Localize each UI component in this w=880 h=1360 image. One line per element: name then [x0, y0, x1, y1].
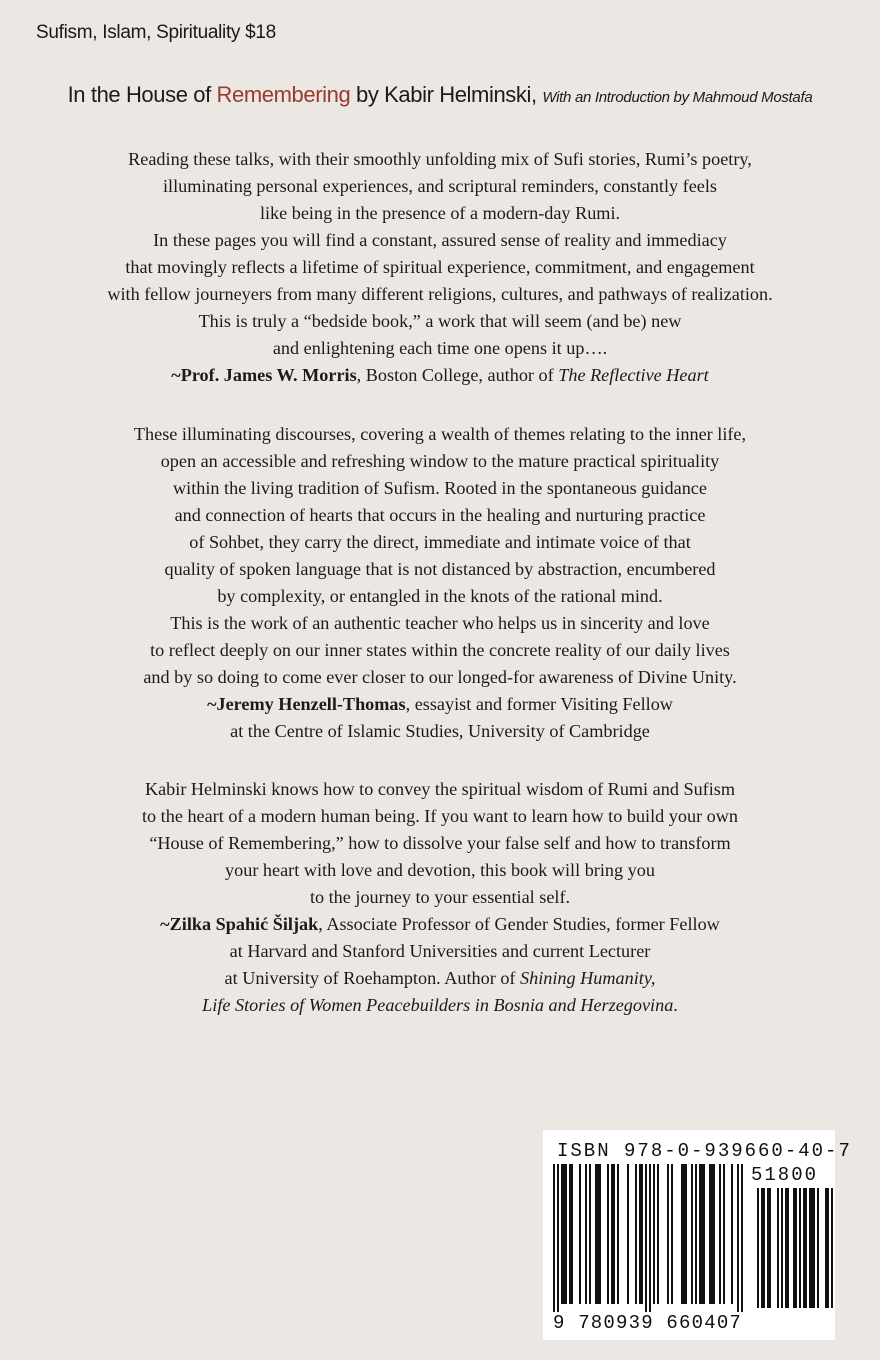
blurb-line: by complexity, or entangled in the knots of the rational mind. [217, 586, 663, 606]
blurb-line: to the journey to your essential self. [309, 887, 571, 907]
blurb-line: open an accessible and refreshing window to the mature practical spirituality [160, 451, 720, 471]
barcode-bar [695, 1164, 697, 1304]
barcode-bar [585, 1164, 587, 1304]
title-author: by Kabir Helminski, [350, 82, 543, 107]
blurb-line: quality of spoken language that is not distanced by abstraction, encumbered [164, 559, 716, 579]
blurb-line: illuminating personal experiences, and scriptural reminders, constantly feels [162, 176, 718, 196]
barcode-bar [671, 1164, 673, 1304]
blurb-line: and enlightening each time one opens it up…. [272, 338, 608, 358]
book-title-line [0, 82, 880, 108]
barcode-bar [589, 1164, 591, 1304]
endorser-work-title: Shining Humanity, [520, 968, 656, 988]
attribution-line-2: at Harvard and Stanford Universities and current Lecturer [229, 941, 651, 961]
barcode-bar [617, 1164, 619, 1304]
isbn-label: ISBN 978-0-939660-40-7 [557, 1140, 852, 1162]
barcode-bar [699, 1164, 705, 1304]
blurb-line: to the heart of a modern human being. If you want to learn how to build your own [141, 806, 738, 826]
addon-bar [757, 1188, 759, 1308]
attribution-line [20, 362, 860, 389]
barcode-bar [719, 1164, 721, 1304]
barcode-bar [737, 1164, 739, 1312]
barcode-bar [645, 1164, 647, 1312]
barcode-bar [691, 1164, 693, 1304]
addon-bar [817, 1188, 819, 1308]
category-price-line: Sufism, Islam, Spirituality $18 [36, 22, 276, 43]
blurb-line: within the living tradition of Sufism. Rooted in the spontaneous guidance [173, 478, 707, 498]
title-introduction: With an Introduction by Mahmoud Mostafa [542, 89, 813, 106]
barcode-bar [595, 1164, 601, 1304]
barcode-bar [561, 1164, 567, 1304]
addon-bar [831, 1188, 833, 1308]
endorser-name: ~Jeremy Henzell-Thomas [207, 694, 406, 714]
barcode-bar [579, 1164, 581, 1304]
barcode-bar [569, 1164, 573, 1304]
addon-bar [781, 1188, 783, 1308]
addon-bar [809, 1188, 815, 1308]
endorser-affiliation: , essayist and former Visiting Fellow [405, 694, 673, 714]
work-suffix: . [673, 995, 678, 1015]
endorsement-morris [20, 146, 860, 389]
attribution-line [20, 691, 860, 718]
barcode-bar [731, 1164, 733, 1304]
attribution-line-3 [20, 965, 860, 992]
attribution-line [20, 911, 860, 938]
barcode-bar [627, 1164, 629, 1304]
attribution-line-4 [20, 992, 860, 1019]
blurb-line: with fellow journeyers from many different religions, cultures, and pathways of realization. [107, 284, 773, 304]
blurb-line: your heart with love and devotion, this book will bring you [225, 860, 655, 880]
barcode-bar [653, 1164, 655, 1304]
barcode-bar [657, 1164, 659, 1304]
price-code-label: 51800 [751, 1164, 819, 1186]
barcode-bar [649, 1164, 651, 1312]
endorser-name: ~Prof. James W. Morris [171, 365, 357, 385]
blurb-line: This is the work of an authentic teacher who helps us in sincerity and love [170, 613, 710, 633]
barcode-bar [667, 1164, 669, 1304]
addon-bar [785, 1188, 789, 1308]
title-prefix: In the House of [67, 82, 217, 107]
endorsement-henzell-thomas [20, 421, 860, 745]
endorser-work: The Reflective Heart [558, 365, 709, 385]
blurb-line: Kabir Helminski knows how to convey the spiritual wisdom of Rumi and Sufism [144, 779, 736, 799]
barcode-bar [741, 1164, 743, 1312]
blurb-line: and connection of hearts that occurs in the healing and nurturing practice [174, 505, 706, 525]
barcode-bars [543, 1130, 835, 1340]
blurb-line: In these pages you will find a constant, assured sense of reality and immediacy [153, 230, 727, 250]
isbn-barcode [543, 1130, 852, 1340]
barcode-bar [553, 1164, 555, 1312]
addon-bar [777, 1188, 779, 1308]
barcode-bar [639, 1164, 643, 1304]
endorser-affiliation: , Associate Professor of Gender Studies, former Fellow [318, 914, 720, 934]
barcode-bar [611, 1164, 615, 1304]
ean-digits: 9 780939 660407 [553, 1312, 743, 1334]
addon-bar [825, 1188, 829, 1308]
barcode-bar [557, 1164, 559, 1312]
blurb-line: “House of Remembering,” how to dissolve your false self and how to transform [149, 833, 731, 853]
endorser-name: ~Zilka Spahić Šiljak [160, 914, 319, 934]
barcode-bar [607, 1164, 609, 1304]
affiliation-prefix: at University of Roehampton. Author of [224, 968, 521, 988]
title-accent-word: Remembering [216, 82, 351, 107]
attribution-line-2: at the Centre of Islamic Studies, University of Cambridge [230, 721, 650, 741]
blurb-line: This is truly a “bedside book,” a work that will seem (and be) new [198, 311, 682, 331]
blurb-line: and by so doing to come ever closer to our longed-for awareness of Divine Unity. [143, 667, 737, 687]
endorsement-siljak [20, 776, 860, 1019]
barcode-bar [723, 1164, 725, 1304]
addon-bar [803, 1188, 807, 1308]
addon-bar [767, 1188, 771, 1308]
addon-bar [799, 1188, 801, 1308]
blurb-line: like being in the presence of a modern-day Rumi. [259, 203, 621, 223]
blurb-line: that movingly reflects a lifetime of spiritual experience, commitment, and engagement [125, 257, 755, 277]
barcode-bar [709, 1164, 715, 1304]
addon-bar [793, 1188, 797, 1308]
blurb-line: These illuminating discourses, covering a wealth of themes relating to the inner life, [133, 424, 747, 444]
blurb-line: Reading these talks, with their smoothly unfolding mix of Sufi stories, Rumi’s poetry, [128, 149, 752, 169]
blurb-line: to reflect deeply on our inner states within the concrete reality of our daily lives [150, 640, 730, 660]
barcode-bar [635, 1164, 637, 1304]
endorser-work-subtitle: Life Stories of Women Peacebuilders in Bosnia and Herzegovina [202, 995, 674, 1015]
endorser-affiliation: , Boston College, author of [356, 365, 559, 385]
barcode-bar [681, 1164, 687, 1304]
blurb-line: of Sohbet, they carry the direct, immediate and intimate voice of that [189, 532, 691, 552]
addon-bar [761, 1188, 765, 1308]
